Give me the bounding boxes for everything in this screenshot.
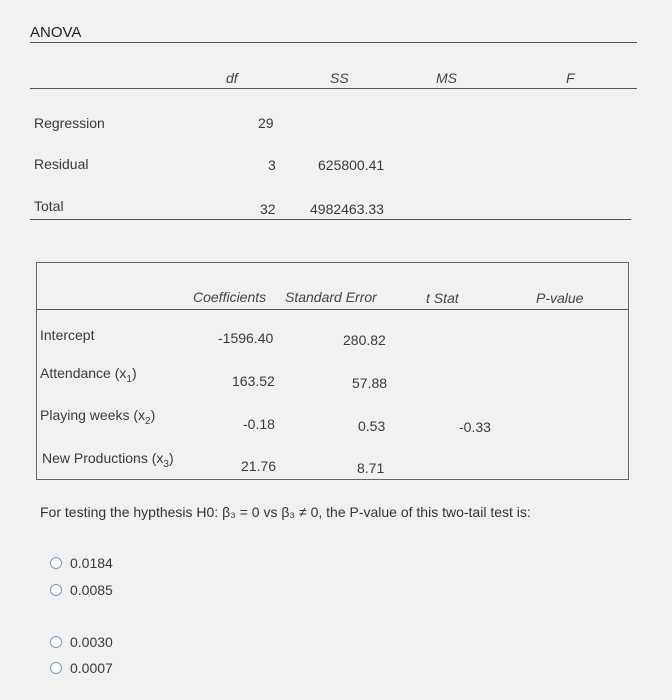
coef-cell-coef: -1596.40 [218, 330, 274, 346]
answer-option-0184[interactable] [50, 555, 113, 571]
anova-top-rule [30, 42, 637, 43]
anova-row-label: Residual [34, 156, 89, 172]
coef-cell-se: 57.88 [352, 375, 388, 391]
coef-header-coefficients: Coefficients [193, 289, 267, 305]
coef-cell-t-stat: -0.33 [459, 419, 491, 435]
coef-cell-se: 8.71 [357, 460, 385, 476]
radio-button-icon[interactable] [50, 662, 62, 674]
radio-button-icon[interactable] [50, 557, 62, 569]
answer-option-0030[interactable] [50, 634, 113, 650]
anova-title: ANOVA [30, 24, 82, 41]
coef-row-label: Intercept [40, 327, 95, 343]
question-text: For testing the hypthesis H0: β₃ = 0 vs β₃ ≠ 0, the P-value of this two-tail test is: [40, 504, 531, 520]
option-label: 0.0007 [70, 660, 113, 676]
answer-option-0007[interactable] [50, 660, 113, 676]
anova-header-rule [30, 88, 637, 89]
option-label: 0.0085 [70, 582, 113, 598]
coef-header-std-error: Standard Error [285, 289, 377, 305]
coef-cell-coef: 21.76 [241, 458, 277, 474]
anova-header-df: df [226, 70, 238, 86]
anova-header-ss: SS [330, 70, 349, 86]
coef-row-label: Attendance $(x_1)$ [40, 365, 137, 385]
coef-header-rule [37, 309, 628, 310]
anova-header-f: F [566, 70, 575, 86]
coef-row-label: New Productions $(x_3)$ [42, 450, 174, 470]
coef-cell-se: 280.82 [343, 332, 386, 348]
coef-cell-coef: 163.52 [232, 373, 275, 389]
coef-header-p-value: P-value [536, 290, 584, 306]
anova-row-label: Total [34, 198, 64, 214]
option-label: 0.0030 [70, 634, 113, 650]
anova-cell-df: 3 [268, 157, 276, 173]
anova-cell-ss: 4982463.33 [310, 201, 384, 217]
radio-button-icon[interactable] [50, 636, 62, 648]
anova-cell-ss: 625800.41 [318, 157, 385, 173]
anova-row-label: Regression [34, 115, 105, 131]
anova-cell-df: 32 [260, 201, 276, 217]
answer-option-0085[interactable] [50, 582, 113, 598]
anova-header-ms: MS [436, 70, 457, 86]
radio-button-icon[interactable] [50, 584, 62, 596]
coef-header-t-stat: t Stat [426, 290, 459, 306]
anova-cell-df: 29 [258, 115, 274, 131]
coef-cell-se: 0.53 [358, 418, 386, 434]
anova-bottom-rule [30, 219, 631, 220]
coef-row-label: Playing weeks $(x_2)$ [40, 407, 156, 427]
coef-cell-coef: -0.18 [243, 416, 275, 432]
option-label: 0.0184 [70, 555, 113, 571]
